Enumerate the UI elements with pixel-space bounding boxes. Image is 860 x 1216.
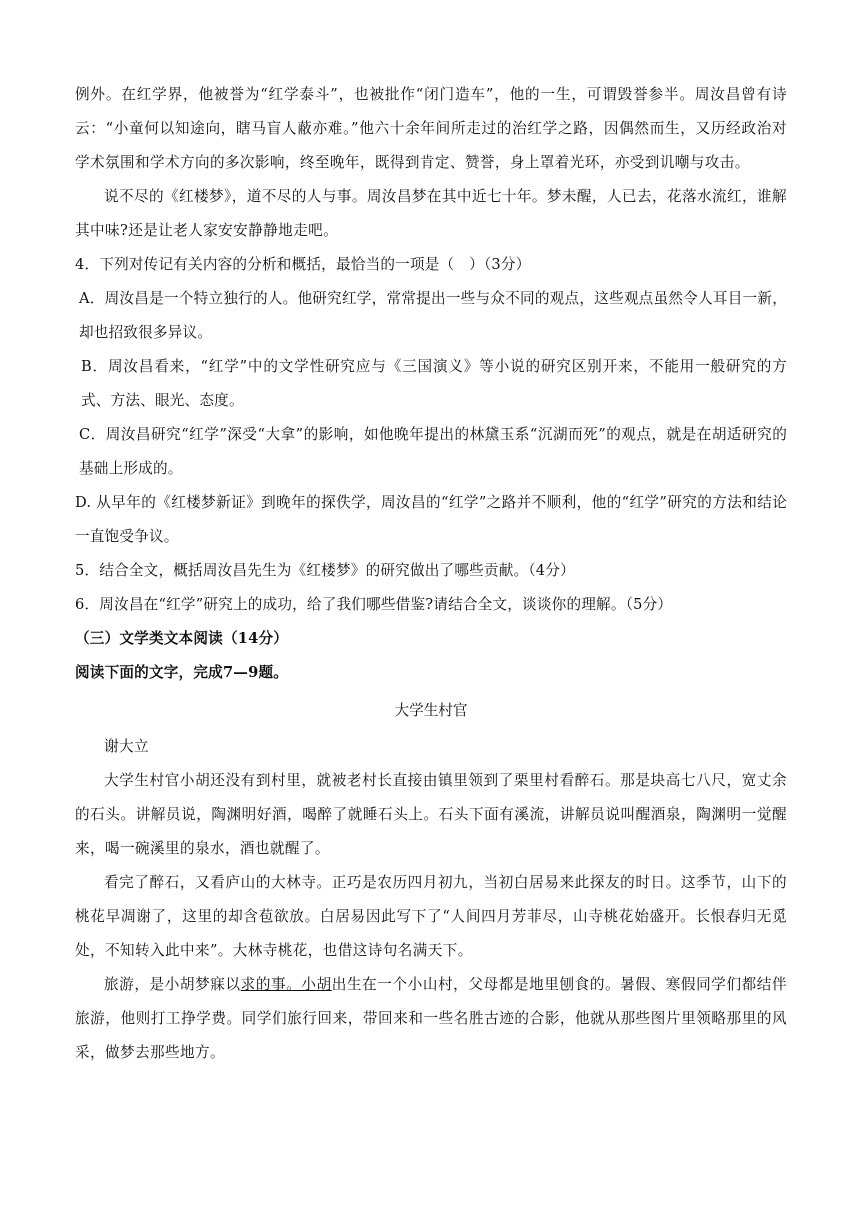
section-heading: （三）文学类文本阅读（14分） [75, 630, 289, 647]
story-title: 大学生村官 [394, 702, 468, 719]
passage-paragraph: 说不尽的《红楼梦》，道不尽的人与事。周汝昌梦在其中近七十年。梦未醒，人已去，花落水流红，谁解其中味?还是让老人家安安静静地走吧。 [75, 188, 787, 239]
story-author: 谢大立 [104, 738, 149, 755]
story-paragraph [75, 968, 787, 1070]
question-4-stem: 4．下列对传记有关内容的分析和概括，最恰当的一项是（ ）（3分） [75, 256, 531, 273]
underlined-text: 求的事。小胡 [240, 976, 332, 993]
question-4-option-a: A．周汝昌是一个特立独行的人。他研究红学，常常提出一些与众不同的观点，这些观点虽然令人耳目一新，却也招致很多异议。 [79, 290, 787, 341]
story-paragraph: 大学生村官小胡还没有到村里，就被老村长直接由镇里领到了栗里村看醉石。那是块高七八尺，宽丈余的石头。讲解员说，陶渊明好酒，喝醉了就睡石头上。石头下面有溪流，讲解员说叫醒酒泉，陶渊明一觉醒来，喝一碗溪里的泉水，酒也就醒了。 [75, 772, 787, 857]
story-text: 旅游，是小胡梦寐以 [104, 976, 241, 993]
question-5: 5．结合全文，概括周汝昌先生为《红楼梦》的研究做出了哪些贡献。（4分） [75, 562, 575, 579]
question-6: 6．周汝昌在“红学”研究上的成功，给了我们哪些借鉴?请结合全文，谈谈你的理解。（5分） [75, 596, 673, 613]
question-4-option-c: C．周汝昌研究“红学”深受“大拿”的影响，如他晚年提出的林黛玉系“沉湖而死”的观点，就是在胡适研究的基础上形成的。 [79, 426, 787, 477]
story-paragraph: 看完了醉石，又看庐山的大林寺。正巧是农历四月初九，当初白居易来此探友的时日。这季节，山下的桃花早凋谢了，这里的却含苞欲放。白居易因此写下了“人间四月芳菲尽，山寺桃花始盛开。长恨春归无觅处，不知转入此中来”。大林寺桃花，也借这诗句名满天下。 [75, 874, 787, 959]
question-4-option-d: D. 从早年的《红楼梦新证》到晚年的探佚学，周汝昌的“红学”之路并不顺利，他的“红学”研究的方法和结论一直饱受争议。 [75, 494, 787, 545]
section-instruction: 阅读下面的文字，完成7—9题。 [75, 664, 289, 681]
story-text: 出生在一个小山村，父母都是地里刨食的。暑假、寒假同学们都结伴旅游，他则打工挣学费。同学们旅行回来，带回来和一些名胜古迹的合影，他就从那些图片里领略那里的风采，做梦去那些地方。 [75, 976, 787, 1061]
question-4-option-b: B．周汝昌看来，“红学”中的文学性研究应与《三国演义》等小说的研究区别开来，不能用一般研究的方式、方法、眼光、态度。 [81, 358, 787, 409]
document-page [75, 78, 787, 1070]
passage-paragraph: 例外。在红学界，他被誉为“红学泰斗”，也被批作“闭门造车”，他的一生，可谓毁誉参半。周汝昌曾有诗云：“小童何以知途向，瞎马盲人蔽亦难。”他六十余年间所走过的治红学之路，因偶然而生，又历经政治对学术氛围和学术方向的多次影响，终至晚年，既得到肯定、赞誉，身上罩着光环，亦受到讥嘲与攻击。 [75, 86, 787, 171]
